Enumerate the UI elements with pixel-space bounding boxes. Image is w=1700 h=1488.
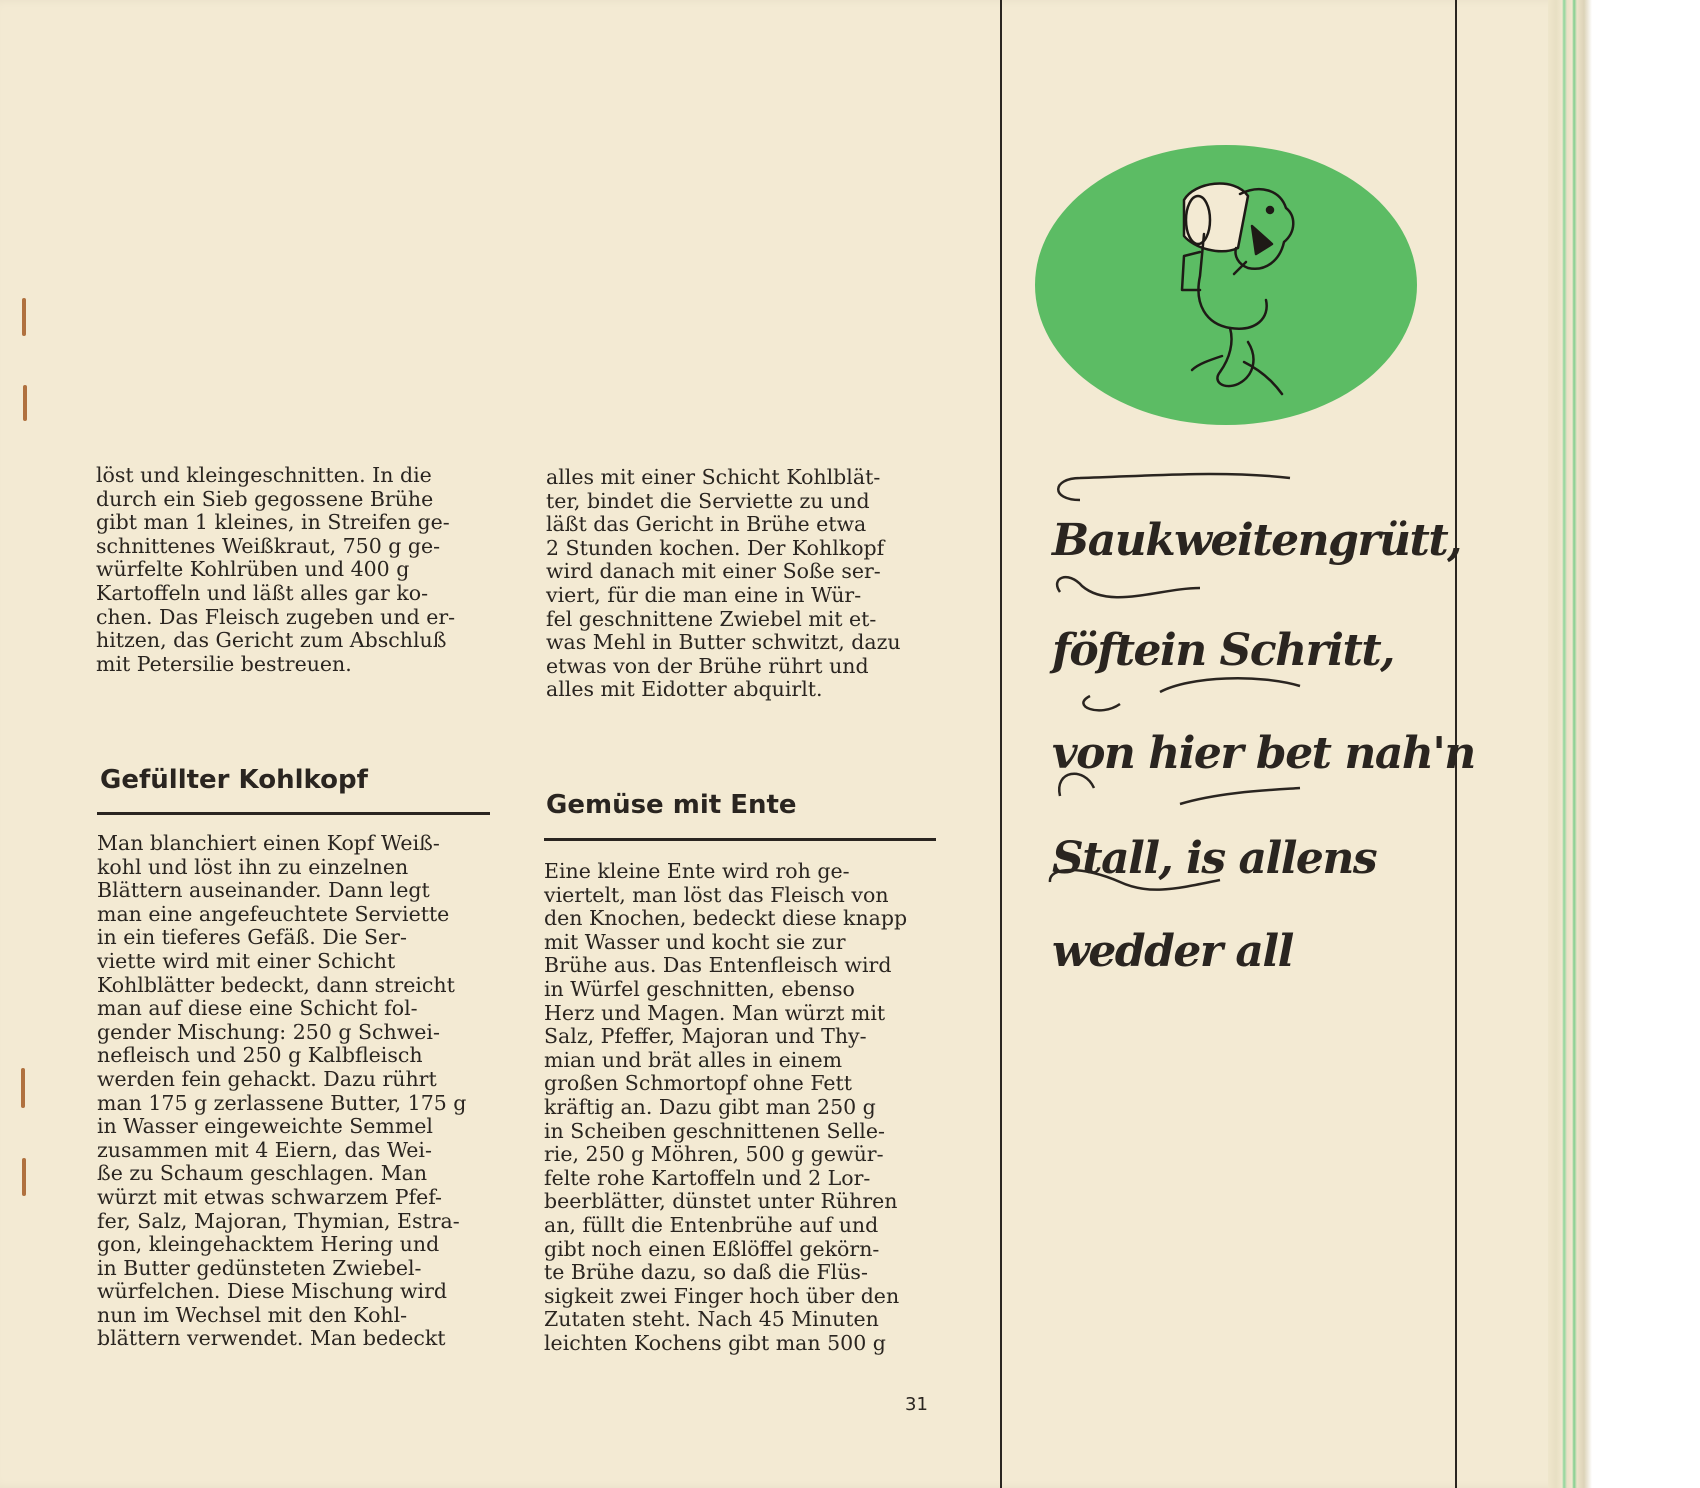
page-number: 31 <box>905 1394 928 1415</box>
verse-line: von hier bet nah'n <box>1052 728 1475 779</box>
verse-line: wedder all <box>1052 926 1293 977</box>
binding-staple <box>22 298 26 336</box>
recipe-title-gefuellter-kohlkopf: Gefüllter Kohlkopf <box>100 765 368 795</box>
recipe-title-gemuese-mit-ente: Gemüse mit Ente <box>546 790 797 820</box>
right-column-continued-text: alles mit einer Schicht Kohlblät- ter, bindet die Serviette zu und läßt das Gericht in Brühe etwa 2 Stunden kochen. Der Kohlkopf wird danach mit einer Soße ser- viert, für die man eine in Wür- fel geschnittene Zwiebel mit et- was Mehl in Butter schwitzt, dazu etwas von der Brühe rührt und alles mit Eidotter abquirlt. <box>546 465 901 702</box>
left-column-continued-text: löst und kleingeschnitten. In die durch ein Sieb gegossene Brühe gibt man 1 kleines, in Streifen ge- schnittenes Weißkraut, 750 g ge- würfelte Kohlrüben und 400 g Kartoffeln und läßt alles gar ko- chen. Das Fleisch zugeben und er- hitzen, das Gericht zum Abschluß mit Petersilie bestreuen. <box>96 463 456 676</box>
stacked-page-edges <box>1548 0 1593 1488</box>
recipe-text-gemuese-mit-ente: Eine kleine Ente wird roh ge- viertelt, man löst das Fleisch von den Knochen, bedeckt diese knapp mit Wasser und kocht sie zur Brühe aus. Das Entenfleisch wird in Würfel geschnitten, ebenso Herz und Magen. Man würzt mit Salz, Pfeffer, Majoran und Thy- mian und brät alles in einem großen Schmortopf ohne Fett kräftig an. Dazu gibt man 250 g in Scheiben geschnittenen Selle- rie, 250 g Möhren, 500 g gewür- felte rohe Kartoffeln und 2 Lor- beerblätter, dünstet unter Rühren an, füllt die Entenbrühe auf und gibt noch einen Eßlöffel gekörn- te Brühe dazu, so daß die Flüs- sigkeit zwei Finger hoch über den Zutaten steht. Nach 45 Minuten leichten Kochens gibt man 500 g <box>544 859 908 1355</box>
verse-line: Baukweitengrütt, <box>1052 515 1461 566</box>
drinking-man-illustration <box>1034 144 1418 426</box>
verse-line: föftein Schritt, <box>1052 625 1394 676</box>
heading-rule <box>544 838 936 841</box>
binding-staple <box>22 1158 26 1196</box>
binding-staple <box>21 1068 25 1108</box>
verse-line: Stall, is allens <box>1052 833 1377 884</box>
sidebar-divider-left <box>1000 0 1002 1488</box>
binding-staple <box>23 385 27 421</box>
heading-rule <box>97 812 490 815</box>
recipe-text-gefuellter-kohlkopf: Man blanchiert einen Kopf Weiß- kohl und löst ihn zu einzelnen Blättern auseinander. Dann legt man eine angefeuchtete Serviette in ein tieferes Gefäß. Die Ser- viette wird mit einer Schicht Kohlblätter bedeckt, dann streicht man auf diese eine Schicht fol- gender Mischung: 250 g Schwei- nefleisch und 250 g Kalbfleisch werden fein gehackt. Dazu rührt man 175 g zerlassene Butter, 175 g in Wasser eingeweichte Semmel zusammen mit 4 Eiern, das Wei- ße zu Schaum geschlagen. Man würzt mit etwas schwarzem Pfef- fer, Salz, Majoran, Thymian, Estra- gon, kleingehacktem Hering und in Butter gedünsteten Zwiebel- würfelchen. Diese Mischung wird nun im Wechsel mit den Kohl- blättern verwendet. Man bedeckt <box>97 831 467 1351</box>
